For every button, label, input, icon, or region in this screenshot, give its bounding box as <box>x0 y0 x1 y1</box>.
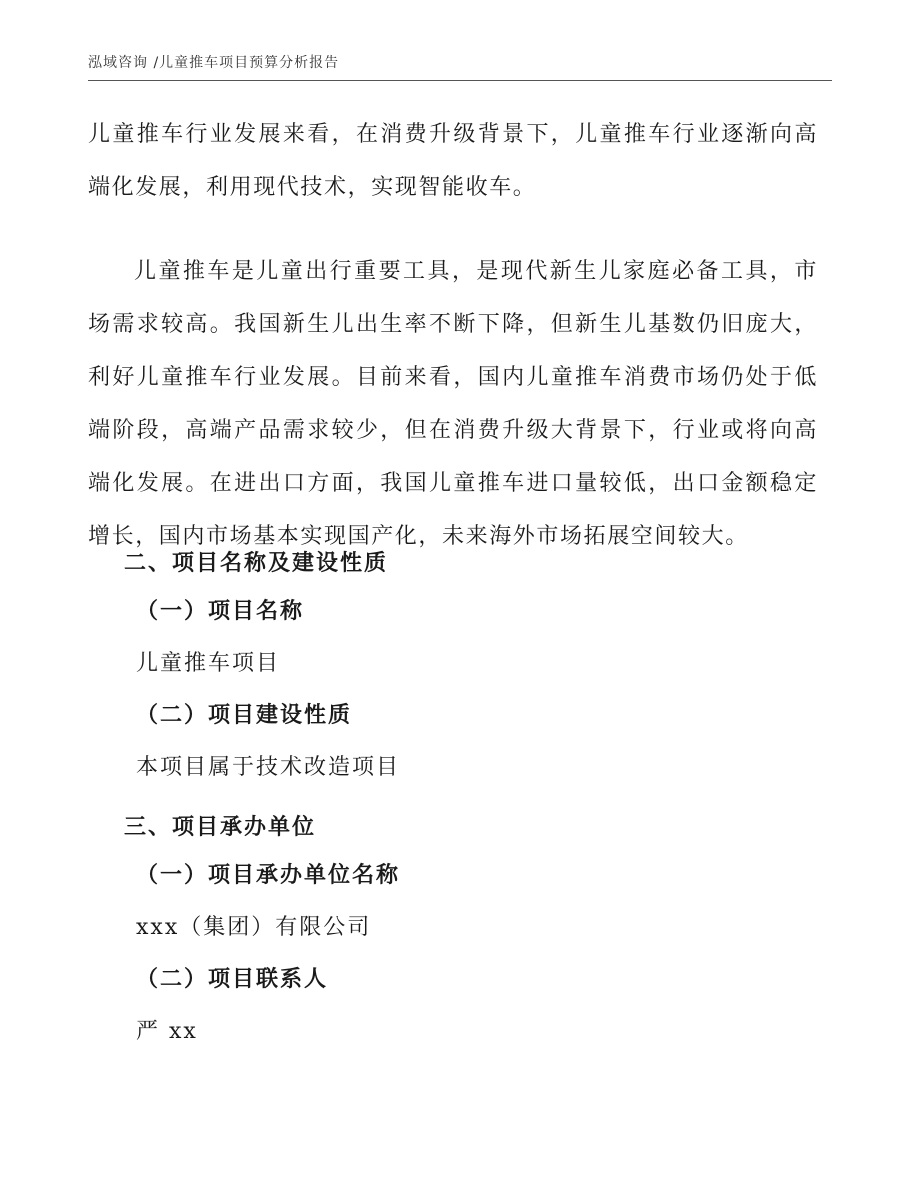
contact-person-value: 严 xx <box>136 1019 198 1044</box>
running-header: 泓域咨询 /儿童推车项目预算分析报告 <box>88 55 340 71</box>
paragraph-industry-trend: 儿童推车行业发展来看，在消费升级背景下，儿童推车行业逐渐向高端化发展，利用现代技术，实现智能收车。 <box>88 122 818 200</box>
construction-nature-value: 本项目属于技术改造项目 <box>136 755 401 780</box>
subheading-project-name: （一）项目名称 <box>136 599 305 624</box>
section-heading-organizer: 三、项目承办单位 <box>124 815 317 840</box>
subheading-organizer-name: （一）项目承办单位名称 <box>136 863 401 888</box>
project-name-value: 儿童推车项目 <box>136 651 281 676</box>
paragraph-market-overview: 儿童推车是儿童出行重要工具，是现代新生儿家庭必备工具，市场需求较高。我国新生儿出生率不断下降，但新生儿基数仍旧庞大，利好儿童推车行业发展。目前来看，国内儿童推车消费市场仍处于低端阶段，高端产品需求较少，但在消费升级大背景下，行业或将向高端化发展。在进出口方面，我国儿童推车进口量较低，出口金额稳定增长，国内市场基本实现国产化，未来海外市场拓展空间较大。 <box>88 259 818 549</box>
subheading-contact-person: （二）项目联系人 <box>136 967 329 992</box>
organizer-name-value: xxx（集团）有限公司 <box>136 915 372 940</box>
header-divider <box>88 80 832 81</box>
section-heading-project-name-nature: 二、项目名称及建设性质 <box>124 551 389 576</box>
subheading-construction-nature: （二）项目建设性质 <box>136 703 353 728</box>
